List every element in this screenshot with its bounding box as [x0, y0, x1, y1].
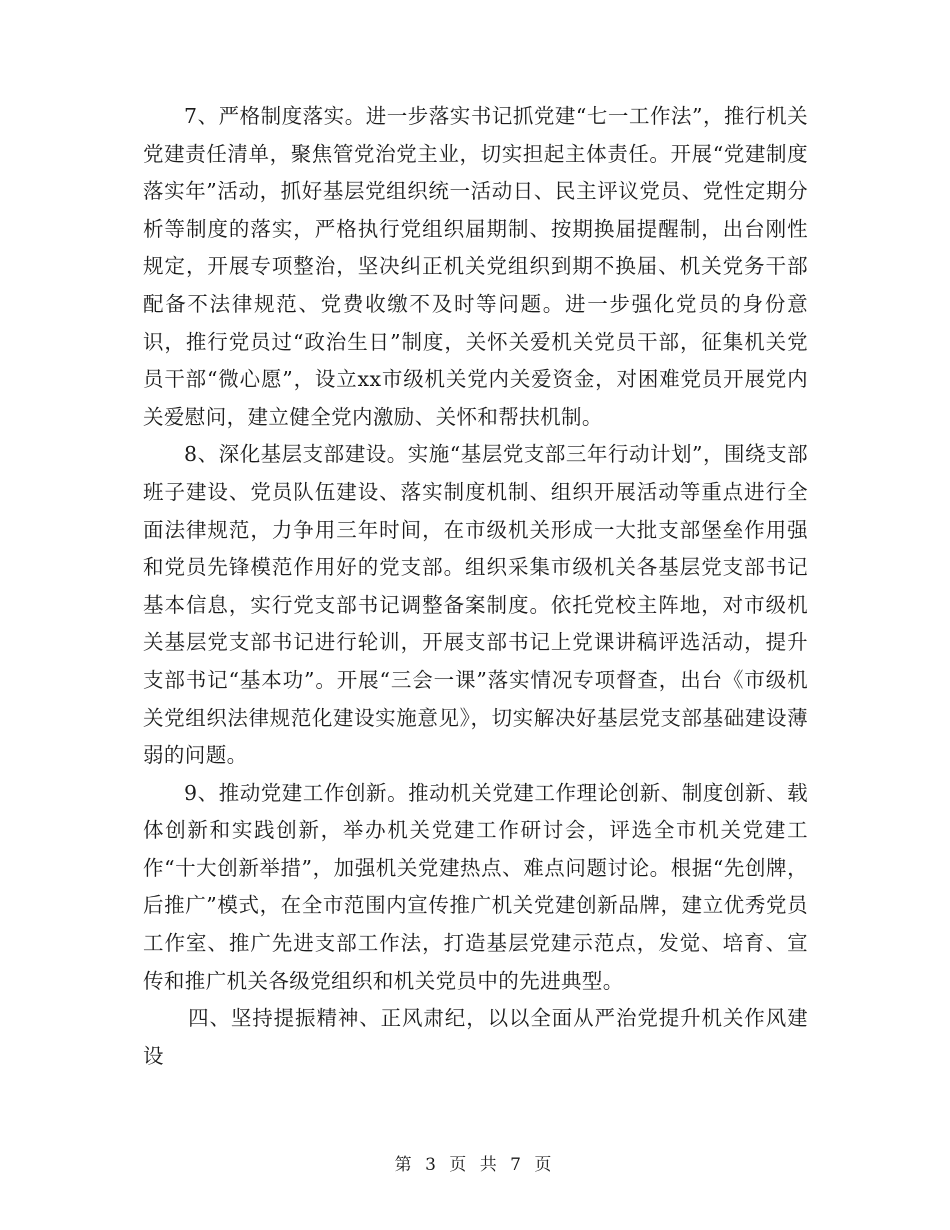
paragraph-item-8: 8、深化基层支部建设。实施“基层党支部三年行动计划”，围绕支部班子建设、党员队伍建设、落实制度机制、组织开展活动等重点进行全面法律规范，力争用三年时间，在市级机关形成一大批支部堡垒作用强和党员先锋模范作用好的党支部。组织采集市级机关各基层党支部书记基本信息，实行党支部书记调整备案制度。依托党校主阵地，对市级机关基层党支部书记进行轮训，开展支部书记上党课讲稿评选活动，提升支部书记“基本功”。开展“三会一课”落实情况专项督查，出台《市级机关党组织法律规范化建设实施意见》，切实解决好基层党支部基础建设薄弱的问题。	[143, 442, 808, 768]
page-number-footer: 第 3 页 共 7 页	[394, 1155, 556, 1175]
section-heading-four: 四、坚持提振精神、正风肃纪，以以全面从严治党提升机关作风建设	[143, 1006, 808, 1068]
paragraph-item-9: 9、推动党建工作创新。推动机关党建工作理论创新、制度创新、载体创新和实践创新，举办机关党建工作研讨会，评选全市机关党建工作“十大创新举措”，加强机关党建热点、难点问题讨论。根据“先创牌，后推广”模式，在全市范围内宣传推广机关党建创新品牌，建立优秀党员工作室、推广先进支部工作法，打造基层党建示范点，发觉、培育、宣传和推广机关各级党组织和机关党员中的先进典型。	[143, 780, 808, 993]
document-body	[143, 98, 808, 1075]
paragraph-item-7: 7、严格制度落实。进一步落实书记抓党建“七一工作法”，推行机关党建责任清单，聚焦管党治党主业，切实担起主体责任。开展“党建制度落实年”活动，抓好基层党组织统一活动日、民主评议党员、党性定期分析等制度的落实，严格执行党组织届期制、按期换届提醒制，出台刚性规定，开展专项整治，坚决纠正机关党组织到期不换届、机关党务干部配备不法律规范、党费收缴不及时等问题。进一步强化党员的身份意识，推行党员过“政治生日”制度，关怀关爱机关党员干部，征集机关党员干部“微心愿”，设立xx市级机关党内关爱资金，对困难党员开展党内关爱慰问，建立健全党内激励、关怀和帮扶机制。	[143, 104, 808, 429]
